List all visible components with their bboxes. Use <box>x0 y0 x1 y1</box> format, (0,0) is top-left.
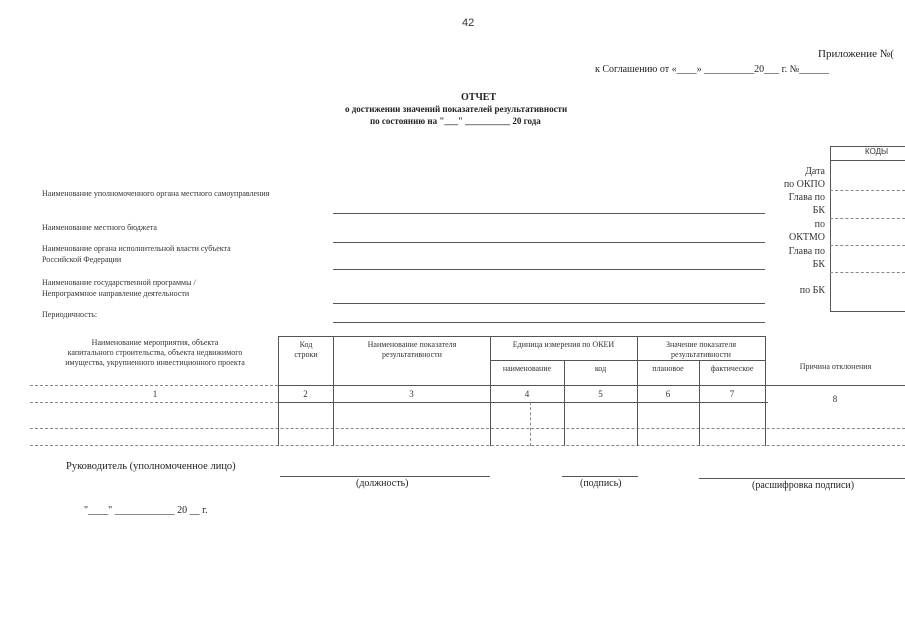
col-header-activity <box>30 338 280 368</box>
position-caption: (должность) <box>356 478 409 489</box>
table-col-line <box>765 336 766 446</box>
label-executive: Наименование органа исполнительной власти субъекта <box>42 244 231 253</box>
sign-caption: (подпись) <box>580 478 622 489</box>
signature-head-label: Руководитель (уполномоченное лицо) <box>66 461 236 472</box>
label-program: Наименование государственной программы / <box>42 278 196 287</box>
col-header-value <box>637 340 765 360</box>
label-date: Дата <box>805 166 825 177</box>
codes-header: КОДЫ <box>865 147 889 156</box>
col-header-indicator <box>334 340 490 360</box>
col-header-code-line1: Код <box>299 340 313 349</box>
table-col-dash <box>530 402 531 446</box>
decoding-fill-line[interactable] <box>699 478 905 479</box>
decoding-caption: (расшифровка подписи) <box>752 480 855 491</box>
report-title: ОТЧЕТ <box>461 92 497 103</box>
col-header-planned: плановое <box>652 364 684 373</box>
col-header-code-line2: строки <box>294 350 318 359</box>
col-header-value-line1: Значение показателя <box>665 340 737 349</box>
report-subtitle: о достижении значений показателей результативности <box>345 104 568 114</box>
label-executive-b: Российской Федерации <box>42 255 122 264</box>
col-header-value-line2: результативности <box>671 350 731 359</box>
label-po-bk: по БК <box>799 285 825 296</box>
table-top-border <box>278 336 765 337</box>
col-number-4: 4 <box>524 389 530 399</box>
col-header-unit-code: код <box>594 364 607 373</box>
col-number-7: 7 <box>729 389 735 399</box>
col-number-6: 6 <box>665 389 671 399</box>
col-number-2: 2 <box>303 389 308 399</box>
label-periodicity: Периодичность: <box>42 310 98 319</box>
table-row-line <box>30 445 905 446</box>
col-number-8: 8 <box>832 394 838 404</box>
table-number-row-bottom <box>278 402 768 403</box>
col-number-1: 1 <box>152 389 158 399</box>
label-budget: Наименование местного бюджета <box>42 223 157 232</box>
appendix-label: Приложение №( <box>818 48 894 60</box>
col-header-activity-line1: Наименование мероприятия, объекта <box>91 338 219 347</box>
table-header-bottom <box>278 385 905 386</box>
col-header-unit-name: наименование <box>502 364 552 373</box>
label-oktmo: ОКТМО <box>789 232 825 243</box>
col-header-actual: фактическое <box>710 364 754 373</box>
table-row-line <box>30 428 905 429</box>
label-glava-bk-2-b: БК <box>812 259 825 270</box>
label-program-b: Непрограммное направление деятельности <box>42 289 190 298</box>
table-subheader-line <box>490 360 765 361</box>
col-header-indicator-line1: Наименование показателя <box>367 340 457 349</box>
page-number: 42 <box>462 17 475 29</box>
col-number-3: 3 <box>409 389 414 399</box>
label-glava-bk-1: Глава по <box>788 192 825 203</box>
col-header-activity-line2: капитального строительства, объекта недвижимого <box>67 348 243 357</box>
signature-date-line: "____" ____________ 20 __ г. <box>84 505 208 516</box>
label-oktmo-a: по <box>814 219 825 230</box>
label-authority: Наименование уполномоченного органа местного самоуправления <box>42 189 270 198</box>
col-header-unit: Единица измерения по ОКЕИ <box>512 340 615 349</box>
col-header-activity-line3: имущества, укрупненного инвестиционного проекта <box>65 358 245 367</box>
col-header-reason: Причина отклонения <box>799 362 872 371</box>
label-glava-bk-1-b: БК <box>812 205 825 216</box>
col-header-code <box>279 340 333 360</box>
table-number-row-dash <box>30 402 278 403</box>
label-glava-bk-2: Глава по <box>788 246 825 257</box>
report-date-line: по состоянию на "___" __________ 20 года <box>370 116 541 126</box>
col-number-5: 5 <box>598 389 603 399</box>
position-fill-line[interactable] <box>280 476 490 477</box>
signature-fill-line[interactable] <box>562 476 638 477</box>
agreement-line: к Соглашению от «____» __________20___ г. №______ <box>595 64 830 75</box>
col-header-indicator-line2: результативности <box>382 350 442 359</box>
label-okpo: по ОКПО <box>783 179 825 190</box>
table-header-left-dash <box>30 385 278 386</box>
